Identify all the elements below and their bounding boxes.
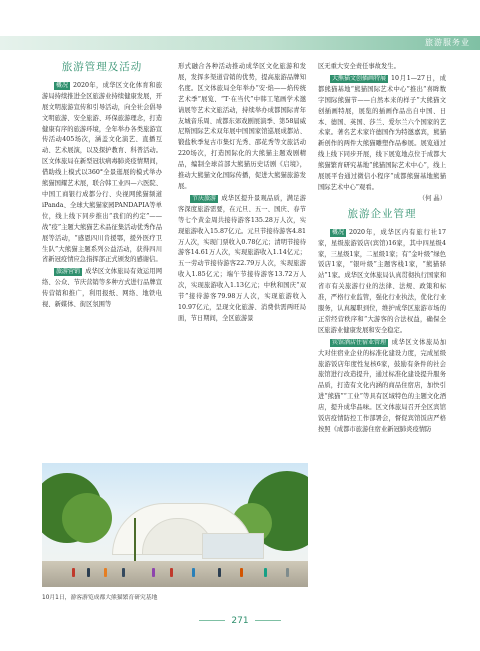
tag-enterprise-overview: 概况 (332, 228, 345, 236)
photo-visitor (152, 568, 155, 577)
paragraph-marketing-text: 成华区文体旅局有效运用网络、公众、节庆营销等多种方式进行品牌宣传营销和推广，利用报纸、网络、地铁电视、新媒体、街区氛围等 (42, 268, 162, 309)
page-number-rule-left (199, 620, 225, 621)
photo-tree (62, 493, 112, 543)
column-2 (178, 62, 306, 458)
paragraph-marketing-cont: 形式融合各种活动推动成华区文化旅游和发展，发挥多渠道营销的优势，提高旅游品牌知名度。区文体旅局全年举办“安·焰——焰传统艺术季”展览、“T·在当代”中韩工笔画学术邀请展等艺术文旅活动，持续举办成都国际青年友城音乐周、成都东郊戏剧展演季、第58届威尼斯国际艺术双年展中国国家馆巡展成都站、锻盐秋季复古市集灯光秀、邵花秀等文旅活动220场次，打造国际化的大熊猫主题戏剧精品，编制全球首部大熊猫历史话剧《启境》，推动大熊猫文化国际传播，促进大熊猫旅游发展。 (178, 63, 306, 190)
photo-visitor (192, 568, 195, 577)
paragraph-overview-text: 2020年，成华区文化体育和旅游局持续推进全区旅游业持续健康发展，开展文明旅游宣传和引导活动，向全社会倡导文明旅游、安全旅游、环保旅游理念，打造健康有序的旅游环境，全年举办各类旅游宣传活动405场次，涵盖文化演艺、直播互动、艺术展演，以及探护教育、科普活动。区文体旅局在新型冠状病毒肺炎疫情期间，借助线上模式以360°全景逛展的模式举办熊猫国耀艺术展，联合韩工业四—六医院、中国工商银行成都分行、央视网熊猫频道iPanda、全球大熊猫家园PANDAPIA等单位，线上线下同步推出“我们的约定”——战“疫”主题大熊猫艺术品征集活动优秀作品展等活动，“感恩四川肯援鄂，援外医疗卫生队”大熊猫主题系列公益活动，获得四川省新冠疫情应急指挥部正式颁发的感谢信。 (42, 81, 162, 264)
page-number (0, 616, 480, 626)
photo-visitor (170, 568, 173, 577)
paragraph-hotel-management-text: 成华区文体旅局加大对住宿业企业的标准化建设力度，完成星级旅游饭店年度性复核6家，鼓励有条件的社会旅馆进行改造提升，通过标准化建设提升服务品质，打造有文化内涵的商品住宿店，加快引进“熊猫”“工业”等具有区域特色的主题文化酒店，提升成华品味。区文体旅局召开全区宾馆饭店疫情防控工作部署会，督促宾馆饭店严格按照《成都市旅游住宿业新冠肺炎疫情防 (318, 338, 446, 433)
photo-caption: 10月1日，游客游览成都大熊猫繁育研究基地 (42, 595, 158, 601)
paragraph-festival-end: 区无重大安全责任事故发生。 (318, 63, 400, 70)
paragraph-enterprise-overview (318, 228, 446, 337)
paragraph-hotel-management (318, 338, 446, 436)
photo-visitor (218, 568, 221, 577)
paragraph-panda-exhibit-text: 10月1—27日，成都熊猫基地“熊猫国际艺术中心”推出“喜眸数字国际熊猫节——自然本来的样子”大熊猫文创插画特展，展览的插画作品出自中国、日本、德国、英国、莎兰、爱尔兰六个国家的艺术家。著名艺术家许德国作为特邀嘉宾，熊猫新创作的两件大熊猫雕塑作品参展。展览通过线上线下同步开展，线下展览地点位于成都大熊猫繁育研究基地“熊猫国际艺术中心”，线上展展平台通过微信小程序“成都熊猫基地熊猫国际艺术中心”观看。 (318, 74, 446, 191)
tag-festival: 节庆旅游 (192, 194, 217, 202)
author-signature: （何 晶） (418, 194, 446, 202)
tag-marketing: 旅游营销 (56, 268, 81, 276)
section-title-tourism-management: 旅游管理及活动 (61, 61, 143, 73)
paragraph-festival (178, 194, 306, 325)
paragraph-enterprise-overview-text: 2020年，成华区内有旅行社17家，星级旅游饭店(宾馆)16家，其中四星级4家，三星级1家，二星级1家；有“金叶级”绿色饭店1家，“银叶级”主题客栈1家，“熊猫驿站”1家。成华区文体旅局认真贯彻执行国家和省市有关旅游行业的法律、法规、政策和标准，严格行业监管，强化行业执法，优化行业服务，认真履职到位，维护成华区旅游市场的正常经营秩序和“大游客的合法权益，确保全区旅游业健康发展和安全稳定。 (318, 228, 446, 334)
header-bar (0, 36, 480, 50)
photo-visitor (240, 568, 243, 577)
photo-panda-base (42, 463, 308, 587)
tag-overview: 概况 (56, 81, 69, 89)
photo-visitor (286, 568, 289, 577)
photo-plaza (42, 561, 308, 587)
page-number-rule-right (255, 620, 281, 621)
column-1 (42, 58, 162, 458)
photo-visitor (87, 568, 90, 577)
section-title-enterprise-management: 旅游企业管理 (347, 207, 417, 220)
photo-visitor (72, 568, 75, 577)
tag-hotel-management: 宾馆酒店住宿业管理 (332, 338, 387, 346)
paragraph-festival-text: 成华区提升景观品质，满足游客深度旅游需要，在元旦、五一、国庆、春节等七个黄金周共接待游客135.28万人次，实现旅游收入15.87亿元。元旦节接待游客4.81万人次，实现门票收入0.78亿元；清明节接待游客14.61万人次，实现旅游收入1.14亿元；五一劳动节接待游客22.79万人次，实现旅游收入1.85亿元；端午节接待游客13.72万人次，实现旅游收入1.13亿元；中秋和国庆“双节”接待游客79.98万人次，实现旅游收入10.97亿元，呈现文化旅游、消费供需两旺局面，节日期间，全区旅游景 (178, 194, 306, 322)
paragraph-overview (42, 81, 162, 266)
photo-visitor (264, 568, 267, 577)
tag-panda-exhibit: 大熊猫文创插画特展 (332, 74, 387, 82)
paragraph-marketing (42, 267, 162, 311)
running-header: 旅游服务业 (425, 38, 470, 47)
page-number-text: 271 (231, 616, 249, 626)
column-3 (318, 62, 446, 612)
photo-visitor (104, 568, 107, 577)
photo-glass-hall (202, 533, 264, 559)
photo-visitor (122, 568, 125, 577)
photo-tree-trunk (134, 518, 136, 563)
paragraph-panda-exhibit (318, 74, 446, 205)
